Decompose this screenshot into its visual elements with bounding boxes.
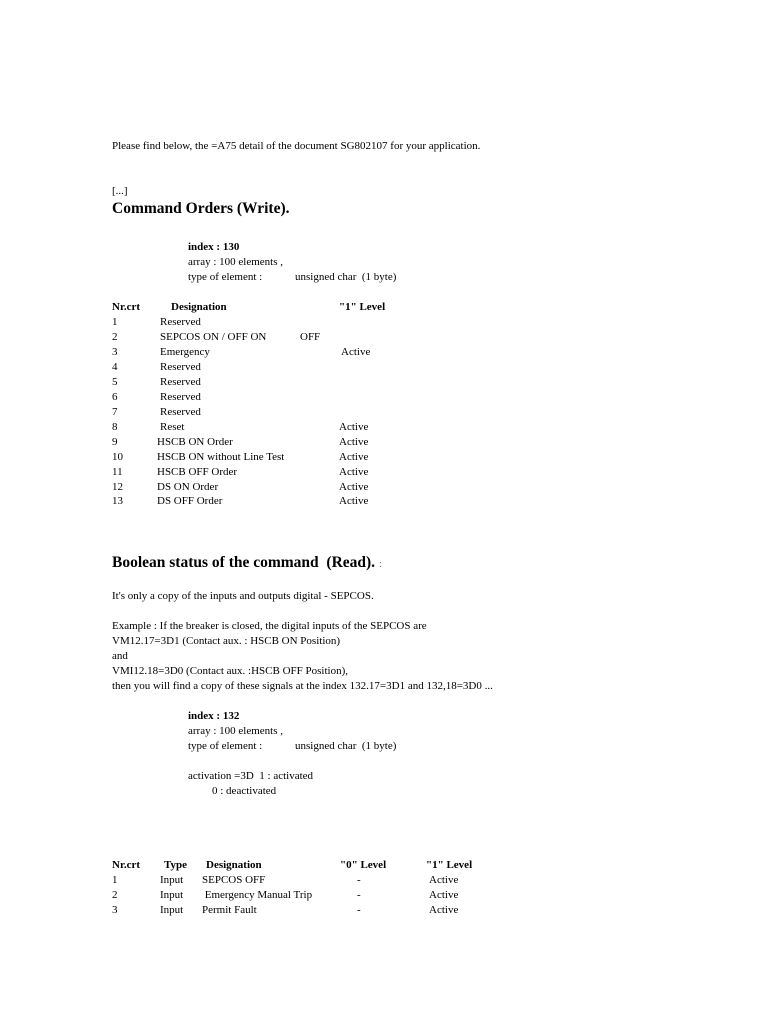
section2-activation1: activation =3D 1 : activated xyxy=(188,770,314,782)
section2-para3: VM12.17=3D1 (Contact aux. : HSCB ON Position) xyxy=(112,635,341,647)
row-nr: 4 xyxy=(112,361,118,373)
row-designation: Reserved xyxy=(160,406,201,418)
row-level1: Active xyxy=(339,421,369,433)
row-nr: 7 xyxy=(112,406,118,418)
header-type: Type xyxy=(164,859,188,871)
row-level1: Active xyxy=(429,904,459,916)
section2-type-label: type of element : xyxy=(188,740,263,752)
row-level1: Active xyxy=(339,436,369,448)
row-level0: - xyxy=(357,904,361,916)
row-designation: DS ON Order xyxy=(157,481,219,493)
row-nr: 1 xyxy=(112,316,118,328)
section2-heading xyxy=(112,553,382,575)
row-nr: 1 xyxy=(112,874,118,886)
header-designation: Designation xyxy=(171,301,227,313)
row-nr: 9 xyxy=(112,436,118,448)
row-level1: Active xyxy=(429,889,459,901)
section1-heading: Command Orders (Write). xyxy=(112,200,290,217)
row-type: Input xyxy=(160,904,184,916)
row-designation: Permit Fault xyxy=(202,904,257,916)
row-designation: SEPCOS ON / OFF ON xyxy=(160,331,267,343)
section2-index: index : 132 xyxy=(188,710,240,722)
row-level1: Active xyxy=(339,481,369,493)
row-type: Input xyxy=(160,889,184,901)
section2-type-value: unsigned char (1 byte) xyxy=(295,740,397,752)
row-level1: OFF xyxy=(300,331,321,343)
ellipsis-text: [...] xyxy=(112,185,128,197)
row-level1: Active xyxy=(429,874,459,886)
section2-para4: and xyxy=(112,650,128,662)
row-level1: Active xyxy=(339,466,369,478)
row-designation: SEPCOS OFF xyxy=(202,874,266,886)
row-nr: 13 xyxy=(112,495,123,507)
row-designation: Emergency Manual Trip xyxy=(202,889,313,901)
header-designation: Designation xyxy=(206,859,262,871)
row-designation: HSCB OFF Order xyxy=(157,466,238,478)
row-nr: 5 xyxy=(112,376,118,388)
section1-type-value: unsigned char (1 byte) xyxy=(295,271,397,283)
row-nr: 11 xyxy=(112,466,123,478)
row-designation: Reserved xyxy=(160,361,201,373)
section2-activation2: 0 : deactivated xyxy=(212,785,277,797)
section2-para1: It's only a copy of the inputs and outputs digital - SEPCOS. xyxy=(112,590,374,602)
row-nr: 10 xyxy=(112,451,123,463)
header-nr: Nr.crt xyxy=(112,301,140,313)
section1-type-label: type of element : xyxy=(188,271,263,283)
row-designation: Emergency xyxy=(160,346,210,358)
row-level1: Active xyxy=(341,346,371,358)
row-nr: 2 xyxy=(112,331,118,343)
row-designation: HSCB ON without Line Test xyxy=(157,451,285,463)
row-level1: Active xyxy=(339,495,369,507)
section2-array: array : 100 elements , xyxy=(188,725,283,737)
row-designation: Reserved xyxy=(160,391,201,403)
header-nr: Nr.crt xyxy=(112,859,140,871)
section2-para6: then you will find a copy of these signals at the index 132.17=3D1 and 132,18=3D0 ... xyxy=(112,680,493,692)
row-nr: 12 xyxy=(112,481,123,493)
row-designation: Reset xyxy=(160,421,185,433)
row-nr: 8 xyxy=(112,421,118,433)
row-nr: 3 xyxy=(112,904,118,916)
section2-para5: VMI12.18=3D0 (Contact aux. :HSCB OFF Position), xyxy=(112,665,348,677)
intro-text: Please find below, the =A75 detail of the document SG802107 for your application. xyxy=(112,140,481,152)
section1-index: index : 130 xyxy=(188,241,240,253)
section2-heading-suffix: : xyxy=(378,559,382,570)
section2-para2: Example : If the breaker is closed, the digital inputs of the SEPCOS are xyxy=(112,620,427,632)
row-nr: 3 xyxy=(112,346,118,358)
section1-array: array : 100 elements , xyxy=(188,256,283,268)
row-nr: 2 xyxy=(112,889,118,901)
header-level1: "1" Level xyxy=(339,301,386,313)
section2-heading-text: Boolean status of the command (Read). xyxy=(112,554,376,571)
row-designation: Reserved xyxy=(160,316,201,328)
row-designation: Reserved xyxy=(160,376,201,388)
row-level0: - xyxy=(357,889,361,901)
row-nr: 6 xyxy=(112,391,118,403)
row-level0: - xyxy=(357,874,361,886)
row-designation: DS OFF Order xyxy=(157,495,223,507)
row-designation: HSCB ON Order xyxy=(157,436,233,448)
row-type: Input xyxy=(160,874,184,886)
header-level0: "0" Level xyxy=(340,859,387,871)
row-level1: Active xyxy=(339,451,369,463)
header-level1: "1" Level xyxy=(426,859,473,871)
